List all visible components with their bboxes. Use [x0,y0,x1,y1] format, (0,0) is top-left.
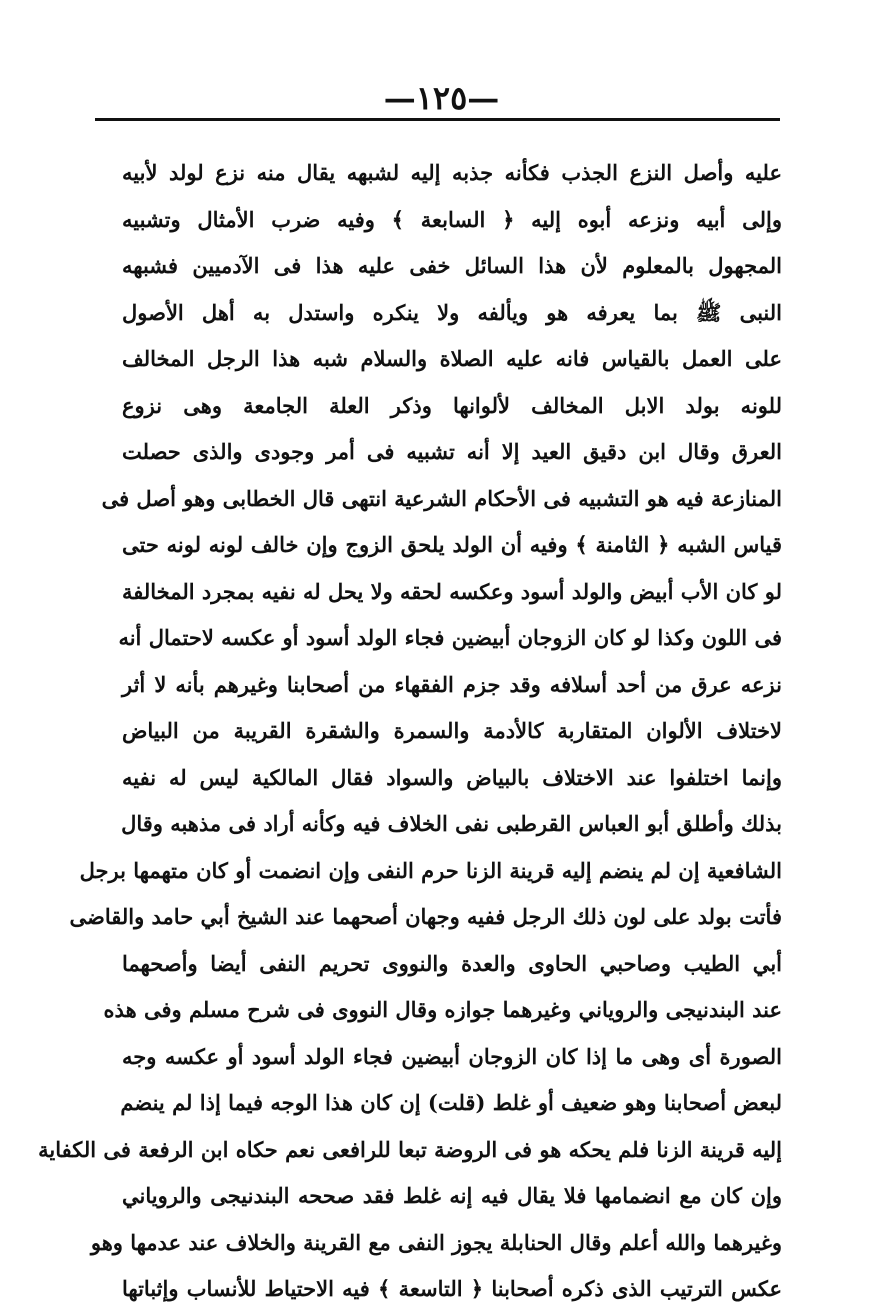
header-rule [95,118,780,121]
text-line: وغيرهما والله أعلم وقال الحنابلة يجوز النفى مع القرينة والخلاف عند عدمها وهو [90,1229,782,1255]
text-line: المجهول بالمعلوم لأن هذا السائل خفى عليه هذا فى الآدميين فشبهه [122,253,782,278]
body-text [38,150,782,1313]
text-line: عند البندنيجى والروياني وغيرهما جوازه وقال النووى فى شرح مسلم وفى هذه [103,997,782,1022]
text-line: قياس الشبه ﴿ الثامنة ﴾ وفيه أن الولد يلحق الزوج وإن خالف لونه لونه حتى [122,532,782,557]
text-line: فأتت بولد على لون ذلك الرجل ففيه وجهان أصحهما عند الشيخ أبي حامد والقاضى [69,904,782,929]
text-line: وإنما اختلفوا عند الاختلاف بالبياض والسواد فقال المالكية ليس له نفيه [122,764,782,790]
text-line: لبعض أصحابنا وهو ضعيف أو غلط (قلت) إن كان هذا الوجه فيما إذا لم ينضم [120,1090,782,1115]
text-line: الشافعية إن لم ينضم إليه قرينة الزنا حرم النفى وإن انضمت أو كان متهمها برجل [79,857,782,883]
text-line: لاختلاف الألوان المتقاربة كالأدمة والسمرة والشقرة القريبة من البياض [122,718,782,743]
text-line: للونه بولد الابل المخالف لألوانها وذكر العلة الجامعة وهى نزوع [122,392,782,418]
text-line: بذلك وأطلق أبو العباس القرطبى نفى الخلاف فيه وكأنه أراد فى مذهبه وقال [121,811,782,836]
text-line: النبى ﷺ بما يعرفه هو ويألفه ولا ينكره واستدل به أهل الأصول [122,299,782,325]
text-line: لو كان الأب أبيض والولد أسود وعكسه لحقه ولا يحل له نفيه بمجرد المخالفة [121,578,782,604]
text-line: وإلى أبيه ونزعه أبوه إليه ﴿ السابعة ﴾ وفيه ضرب الأمثال وتشبيه [122,206,782,232]
text-line: المنازعة فيه هو التشبيه فى الأحكام الشرعية انتهى قال الخطابى وهو أصل فى [101,485,782,511]
text-line: وإن كان مع انضمامها فلا يقال فيه إنه غلط فقد صححه البندنيجى والروياني [122,1183,782,1208]
page-number: —١٢٥— [383,79,500,117]
text-line: عليه وأصل النزع الجذب فكأنه جذبه إليه لشبهه يقال منه نزع لولد لأبيه [122,160,782,185]
text-line: نزعه عرق من أحد أسلافه وقد جزم الفقهاء من أصحابنا وغيرهم بأنه لا أثر [122,671,782,697]
text-line: فى اللون وكذا لو كان الزوجان أبيضين فجاء الولد أسود أو عكسه لاحتمال أنه [118,625,782,650]
text-line: على العمل بالقياس فانه عليه الصلاة والسلام شبه هذا الرجل المخالف [122,346,782,371]
text-line: إليه قرينة الزنا فلم يحكه هو فى الروضة تبعا للرافعى نعم حكاه ابن الرفعة فى الكفاية [38,1136,782,1162]
text-line: العرق وقال ابن دقيق العيد إلا أنه تشبيه فى أمر وجودى والذى حصلت [122,439,782,464]
text-line: الصورة أى وهى ما إذا كان الزوجان أبيضين فجاء الولد أسود أو عكسه وجه [122,1043,782,1069]
text-line: عكس الترتيب الذى ذكره أصحابنا ﴿ التاسعة ﴾ فيه الاحتياط للأنساب وإثباتها [122,1276,782,1301]
text-line: أبي الطيب وصاحبي الحاوى والعدة والنووى تحريم النفى أيضا وأصحهما [122,950,782,976]
